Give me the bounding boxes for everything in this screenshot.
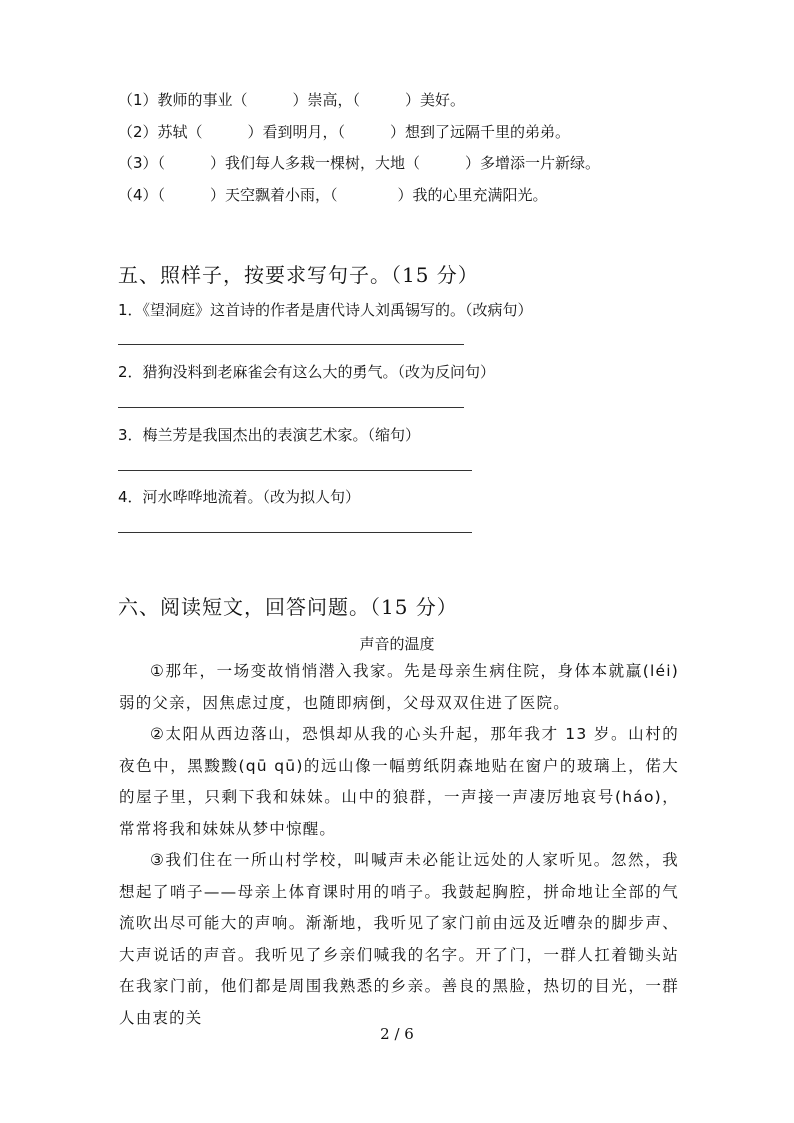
- fill-item-2: （2）苏轼（ ）看到明月，（ ）想到了远隔千里的弟弟。: [118, 123, 571, 141]
- fill-item-4: （4）（ ）天空飘着小雨，（ ）我的心里充满阳光。: [118, 186, 548, 204]
- passage-paragraph-1: ①那年，一场变故悄悄潜入我家。先是母亲生病住院，身体本就羸(léi)弱的父亲，因焦虑过度，也随即病倒，父母双双住进了医院。: [119, 662, 679, 712]
- section-6-heading: 六、阅读短文，回答问题。（15 分）: [118, 595, 458, 619]
- fill-item-3: （3）（ ）我们每人多栽一棵树，大地（ ）多增添一片新绿。: [118, 154, 601, 172]
- passage-paragraph-2: ②太阳从西边落山，恐惧却从我的心头升起，那年我才 13 岁。山村的夜色中，黑黢黢(qū qū)的远山像一幅剪纸阴森地贴在窗户的玻璃上，偌大的屋子里，只剩下我和妹妹。山中的狼群，一声接一声凄厉地哀号(háo)，常常将我和妹妹从梦中惊醒。: [119, 725, 679, 838]
- rewrite-item-2: 2．猎狗没料到老麻雀会有这么大的勇气。（改为反问句）: [118, 363, 496, 381]
- answer-line-1[interactable]: [118, 344, 464, 345]
- page-number: 2 / 6: [380, 1025, 414, 1043]
- fill-item-1: （1）教师的事业（ ）崇高，（ ）美好。: [118, 91, 466, 109]
- rewrite-item-1: 1．《望洞庭》这首诗的作者是唐代诗人刘禹锡写的。（改病句）: [118, 301, 533, 319]
- rewrite-item-3: 3．梅兰芳是我国杰出的表演艺术家。（缩句）: [118, 426, 421, 444]
- answer-line-4[interactable]: [118, 532, 472, 533]
- answer-line-2[interactable]: [118, 407, 464, 408]
- rewrite-item-4: 4．河水哗哗地流着。（改为拟人句）: [118, 488, 361, 506]
- answer-line-3[interactable]: [118, 470, 472, 471]
- section-5-heading: 五、照样子，按要求写句子。（15 分）: [118, 263, 479, 287]
- passage-paragraph-3: ③我们住在一所山村学校，叫喊声未必能让远处的人家听见。忽然，我想起了哨子——母亲上体育课时用的哨子。我鼓起胸腔，拼命地让全部的气流吹出尽可能大的声响。渐渐地，我听见了家门前由远及近嘈杂的脚步声、大声说话的声音。我听见了乡亲们喊我的名字。开了门，一群人扛着锄头站在我家门前，他们都是周围我熟悉的乡亲。善良的黑脸，热切的目光，一群人由衷的关: [119, 851, 679, 1027]
- passage-title: 声音的温度: [359, 635, 435, 653]
- passage-body: [119, 656, 679, 1034]
